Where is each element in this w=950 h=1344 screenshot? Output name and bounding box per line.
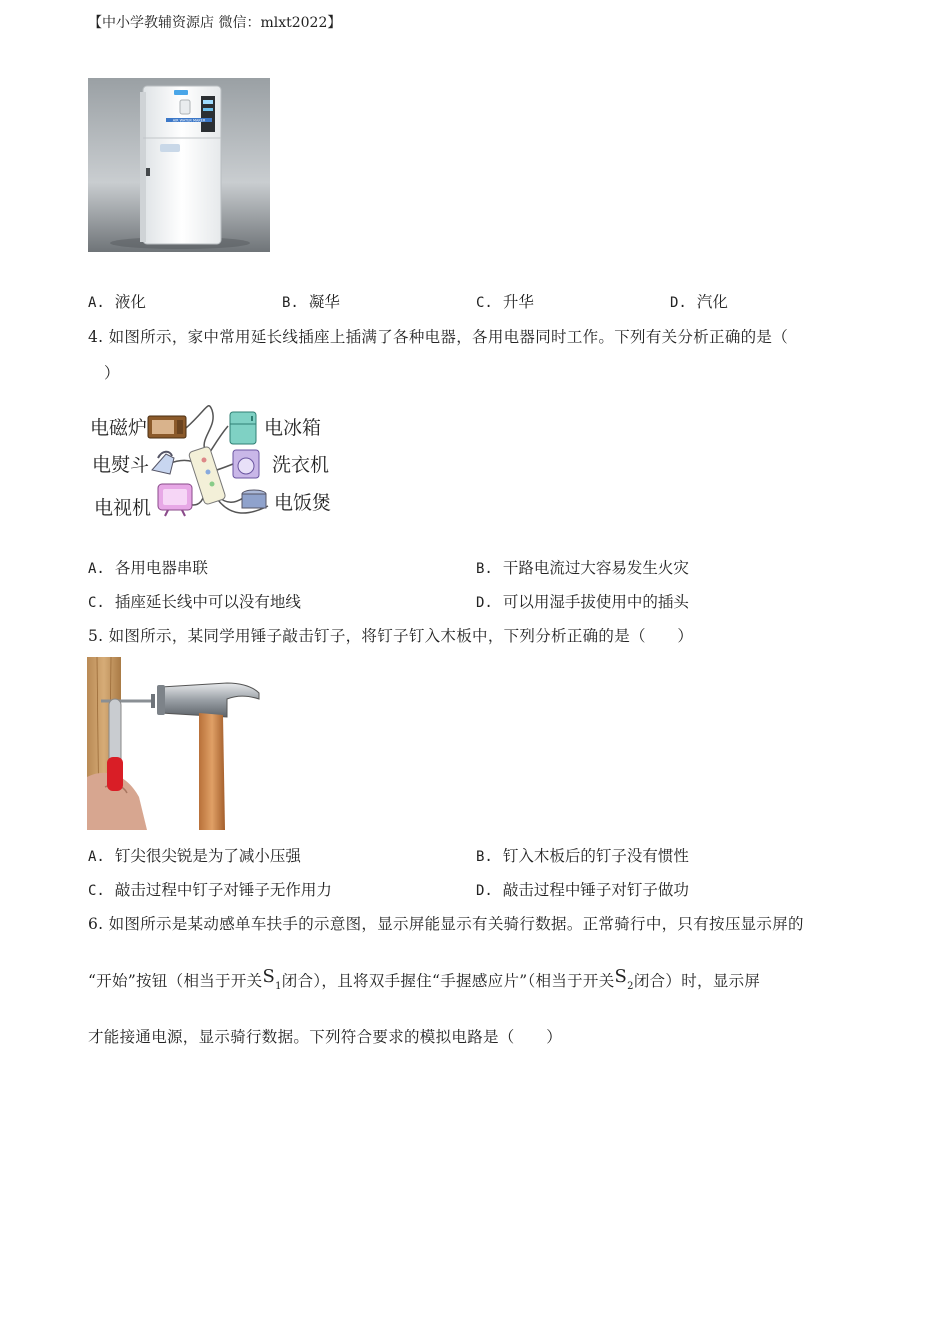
q4-stem: 4. 如图所示，家中常用延长线插座上插满了各种电器，各用电器同时工作。下列有关分析正确的是（	[88, 328, 789, 346]
hammer-nail-image	[87, 657, 260, 830]
page-header: 【中小学教辅资源店 微信：mlxt2022】	[88, 15, 342, 31]
q3-option-a[interactable]: A. 液化	[88, 293, 146, 311]
label-iron: 电熨斗	[92, 454, 150, 476]
fridge-image	[88, 78, 270, 252]
label-fridge: 电冰箱	[264, 417, 322, 439]
power-strip-figure	[88, 398, 338, 523]
q5-stem: 5. 如图所示，某同学用锤子敲击钉子，将钉子钉入木板中，下列分析正确的是（ ）	[88, 627, 694, 645]
switch-s2-symbol: S	[614, 966, 628, 987]
q6-line2: “开始”按钮（相当于开关$S_1$闭合），且将双手握住“手握感应片”（相当于开关$S_2$闭合）时，显示屏	[88, 966, 761, 992]
fridge-brand-text: AIR WATER MAKER	[172, 118, 206, 123]
q5-option-d[interactable]: D. 敲击过程中锤子对钉子做功	[476, 881, 689, 899]
q3-option-c[interactable]: C. 升华	[476, 293, 534, 311]
q5-option-c[interactable]: C. 敲击过程中钉子对锤子无作用力	[88, 881, 332, 899]
q4-option-c[interactable]: C. 插座延长线中可以没有地线	[88, 593, 301, 611]
q3-option-b[interactable]: B. 凝华	[282, 293, 340, 311]
label-ricecooker: 电饭煲	[274, 492, 332, 514]
q4-stem-end: ）	[104, 364, 120, 382]
q6-line1: 6. 如图所示是某动感单车扶手的示意图，显示屏能显示有关骑行数据。正常骑行中，只有按压显示屏的	[88, 915, 804, 933]
q4-option-d[interactable]: D. 可以用湿手拔使用中的插头	[476, 593, 689, 611]
label-cooker: 电磁炉	[90, 417, 148, 439]
q5-option-a[interactable]: A. 钉尖很尖锐是为了减小压强	[88, 847, 301, 865]
switch-s1-symbol: S	[262, 966, 276, 987]
label-washer: 洗衣机	[272, 454, 330, 476]
q4-option-a[interactable]: A. 各用电器串联	[88, 559, 208, 577]
q3-option-d[interactable]: D. 汽化	[670, 293, 728, 311]
q4-option-b[interactable]: B. 干路电流过大容易发生火灾	[476, 559, 689, 577]
q6-line3: 才能接通电源，显示骑行数据。下列符合要求的模拟电路是（ ）	[88, 1028, 563, 1046]
q5-option-b[interactable]: B. 钉入木板后的钉子没有惯性	[476, 847, 689, 865]
label-tv: 电视机	[94, 497, 152, 519]
